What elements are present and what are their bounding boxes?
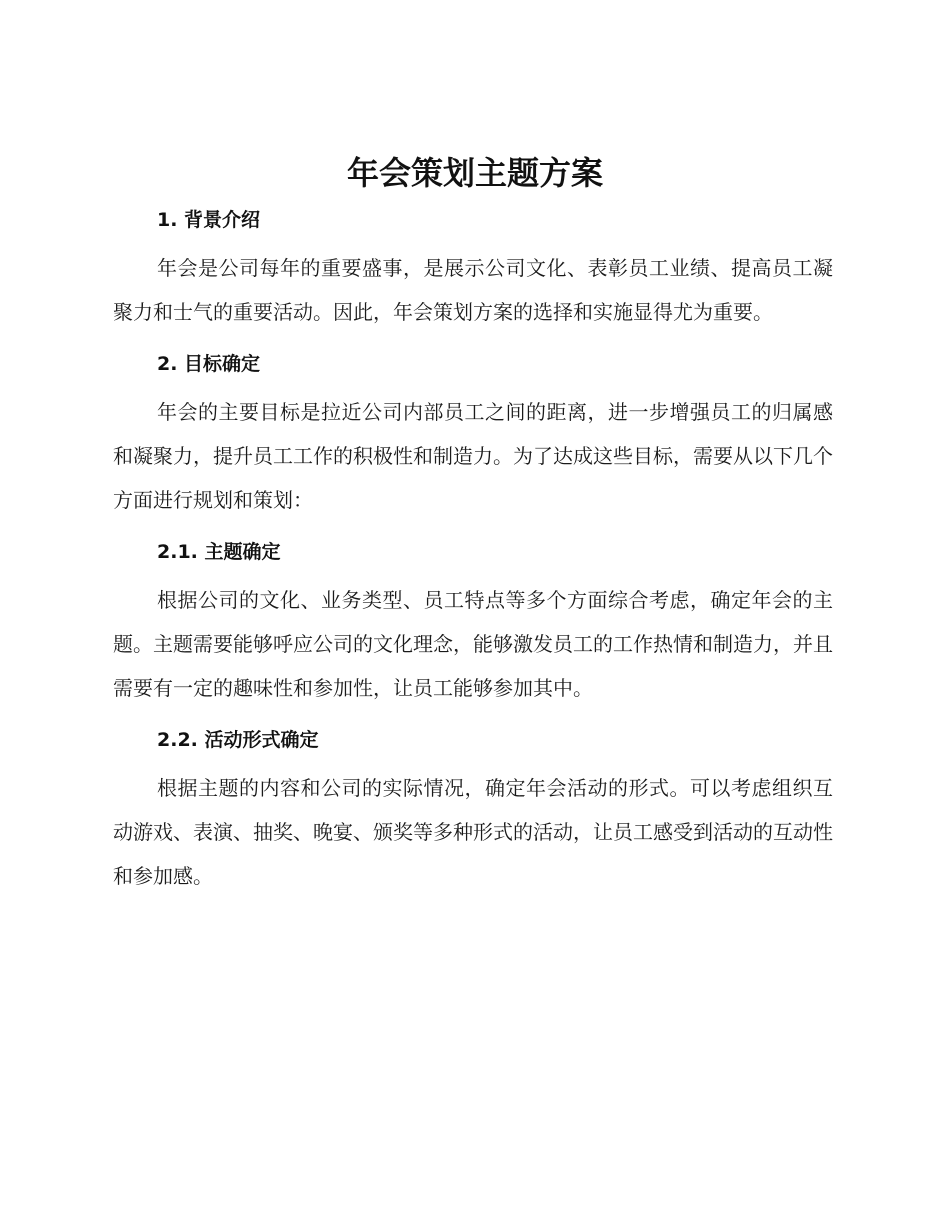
section-paragraph: 根据主题的内容和公司的实际情况，确定年会活动的形式。可以考虑组织互动游戏、表演、抽奖、晚宴、颁奖等多种形式的活动，让员工感受到活动的互动性和参加感。 xyxy=(113,776,833,888)
section-heading: 2. 目标确定 xyxy=(157,353,261,375)
section-paragraph: 年会是公司每年的重要盛事，是展示公司文化、表彰员工业绩、提高员工凝聚力和士气的重要活动。因此，年会策划方案的选择和实施显得尤为重要。 xyxy=(113,256,833,324)
section-theme xyxy=(113,532,833,710)
section-paragraph: 年会的主要目标是拉近公司内部员工之间的距离，进一步增强员工的归属感和凝聚力，提升员工工作的积极性和制造力。为了达成这些目标，需要从以下几个方面进行规划和策划： xyxy=(113,400,833,512)
document-title: 年会策划主题方案 xyxy=(346,154,603,192)
document-body xyxy=(113,200,833,898)
section-paragraph: 根据公司的文化、业务类型、员工特点等多个方面综合考虑，确定年会的主题。主题需要能够呼应公司的文化理念，能够激发员工的工作热情和制造力，并且需要有一定的趣味性和参加性，让员工能够参加其中。 xyxy=(113,588,833,700)
section-heading: 2.2. 活动形式确定 xyxy=(157,729,319,751)
section-background xyxy=(113,200,833,334)
section-goals xyxy=(113,344,833,522)
section-heading: 2.1. 主题确定 xyxy=(157,541,281,563)
section-activity-format xyxy=(113,720,833,898)
section-heading: 1. 背景介绍 xyxy=(157,209,261,231)
